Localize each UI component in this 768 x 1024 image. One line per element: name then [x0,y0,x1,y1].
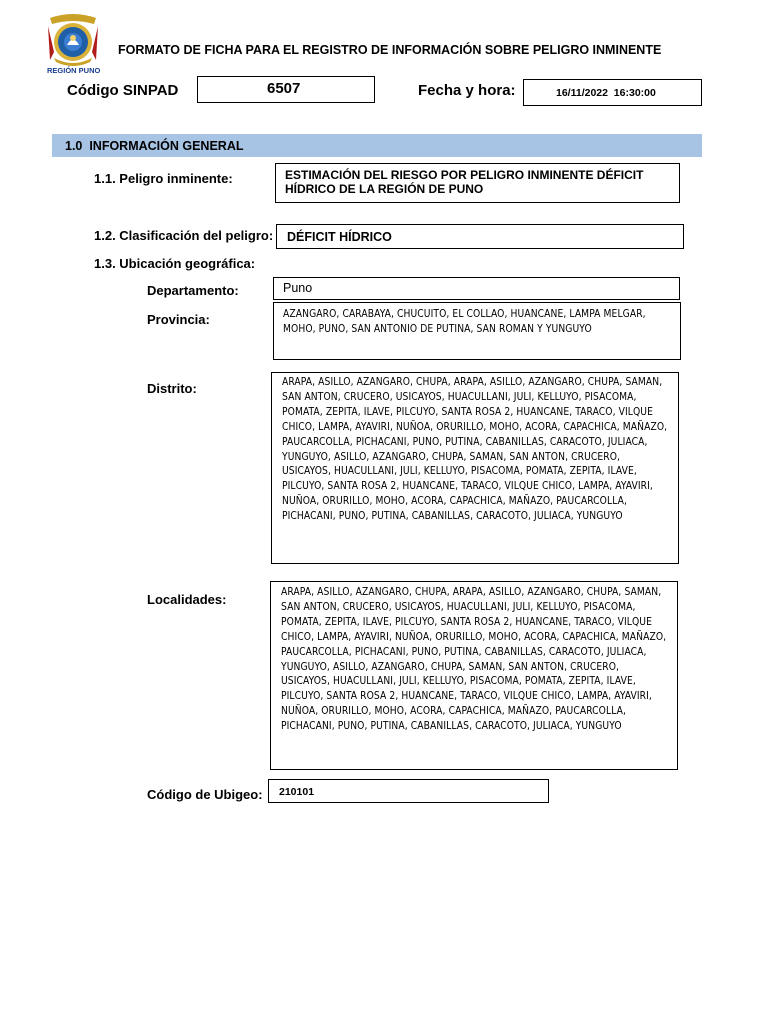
ubicacion-label: 1.3. Ubicación geográfica: [94,256,256,271]
fecha-label: Fecha y hora: [418,82,516,99]
region-puno-logo [44,12,102,76]
ubigeo-value: 210101 [279,786,315,798]
section-title: 1.0 INFORMACIÓN GENERAL [65,139,244,153]
provincia-field[interactable] [273,302,681,360]
distrito-field[interactable] [271,372,679,564]
distrito-value: ARAPA, ASILLO, AZANGARO, CHUPA, ARAPA, ASILLO, AZANGARO, CHUPA, SAMAN, SAN ANTON, CRUCERO, USICAYOS, HUACULLANI, JULI, KELLUYO, PISACOMA, POMATA, ZEPITA, ILAVE, PILCUYO, SANTA ROSA 2, HUANCANE, TARACO, VILQUE CHICO, LAMPA, AYAVIRI, NUÑOA, ORURILLO, MOHO, ACORA, CAPACHICA, MAÑAZO, PAUCARCOLLA, PICHACANI, PUNO, PUTINA, CABANILLAS, CARACOTO, JULIACA, YUNGUYO, ASILLO, AZANGARO, CHUPA, SAMAN, SAN ANTON, CRUCERO, USICAYOS, HUACULLANI, JULI, KELLUYO, PISACOMA, POMATA, ZEPITA, ILAVE, PILCUYO, SANTA ROSA 2, HUANCANE, TARACO, VILQUE CHICO, LAMPA, AYAVIRI, NUÑOA, ORURILLO, MOHO, ACORA, CAPACHICA, MAÑAZO, PAUCARCOLLA, PICHACANI, PUNO, PUTINA, CABANILLAS, CARACOTO, JULIACA, YUNGUYO [282,377,668,523]
clasificacion-label: 1.2. Clasificación del peligro: [94,228,274,243]
fecha-value: 16/11/2022 16:30:00 [556,87,656,99]
localidades-label: Localidades: [147,592,227,607]
provincia-label: Provincia: [147,312,210,327]
peligro-value: ESTIMACIÓN DEL RIESGO POR PELIGRO INMINENTE DÉFICIT HÍDRICO DE LA REGIÓN DE PUNO [285,168,644,196]
departamento-label: Departamento: [147,283,239,298]
localidades-field[interactable] [270,581,678,770]
form-title: FORMATO DE FICHA PARA EL REGISTRO DE INFORMACIÓN SOBRE PELIGRO INMINENTE [118,43,662,57]
distrito-label: Distrito: [147,381,197,396]
ubigeo-label: Código de Ubigeo: [147,787,263,802]
clasificacion-field[interactable] [276,224,684,249]
peligro-label: 1.1. Peligro inminente: [94,171,233,186]
sinpad-label: Código SINPAD [67,82,179,99]
peligro-field[interactable] [275,163,680,203]
section-header-general [52,134,702,157]
provincia-value: AZANGARO, CARABAYA, CHUCUITO, EL COLLAO, HUANCANE, LAMPA MELGAR, MOHO, PUNO, SAN ANTONIO DE PUTINA, SAN ROMAN Y YUNGUYO [283,309,646,335]
departamento-field[interactable] [273,277,680,300]
sinpad-field[interactable] [197,76,375,103]
departamento-value: Puno [283,281,313,295]
clasificacion-value: DÉFICIT HÍDRICO [287,230,392,244]
ubigeo-field[interactable] [268,779,549,803]
logo-caption: REGIÓN PUNO [47,66,101,75]
fecha-field[interactable] [523,79,702,106]
sinpad-value: 6507 [267,80,301,97]
localidades-value: ARAPA, ASILLO, AZANGARO, CHUPA, ARAPA, ASILLO, AZANGARO, CHUPA, SAMAN, SAN ANTON, CRUCERO, USICAYOS, HUACULLANI, JULI, KELLUYO, PISACOMA, POMATA, ZEPITA, ILAVE, PILCUYO, SANTA ROSA 2, HUANCANE, TARACO, VILQUE CHICO, LAMPA, AYAVIRI, NUÑOA, ORURILLO, MOHO, ACORA, CAPACHICA, MAÑAZO, PAUCARCOLLA, PICHACANI, PUNO, PUTINA, CABANILLAS, CARACOTO, JULIACA, YUNGUYO, ASILLO, AZANGARO, CHUPA, SAMAN, SAN ANTON, CRUCERO, USICAYOS, HUACULLANI, JULI, KELLUYO, PISACOMA, POMATA, ZEPITA, ILAVE, PILCUYO, SANTA ROSA 2, HUANCANE, TARACO, VILQUE CHICO, LAMPA, AYAVIRI, NUÑOA, ORURILLO, MOHO, ACORA, CAPACHICA, MAÑAZO, PAUCARCOLLA, PICHACANI, PUNO, PUTINA, CABANILLAS, CARACOTO, JULIACA, YUNGUYO [281,587,667,733]
